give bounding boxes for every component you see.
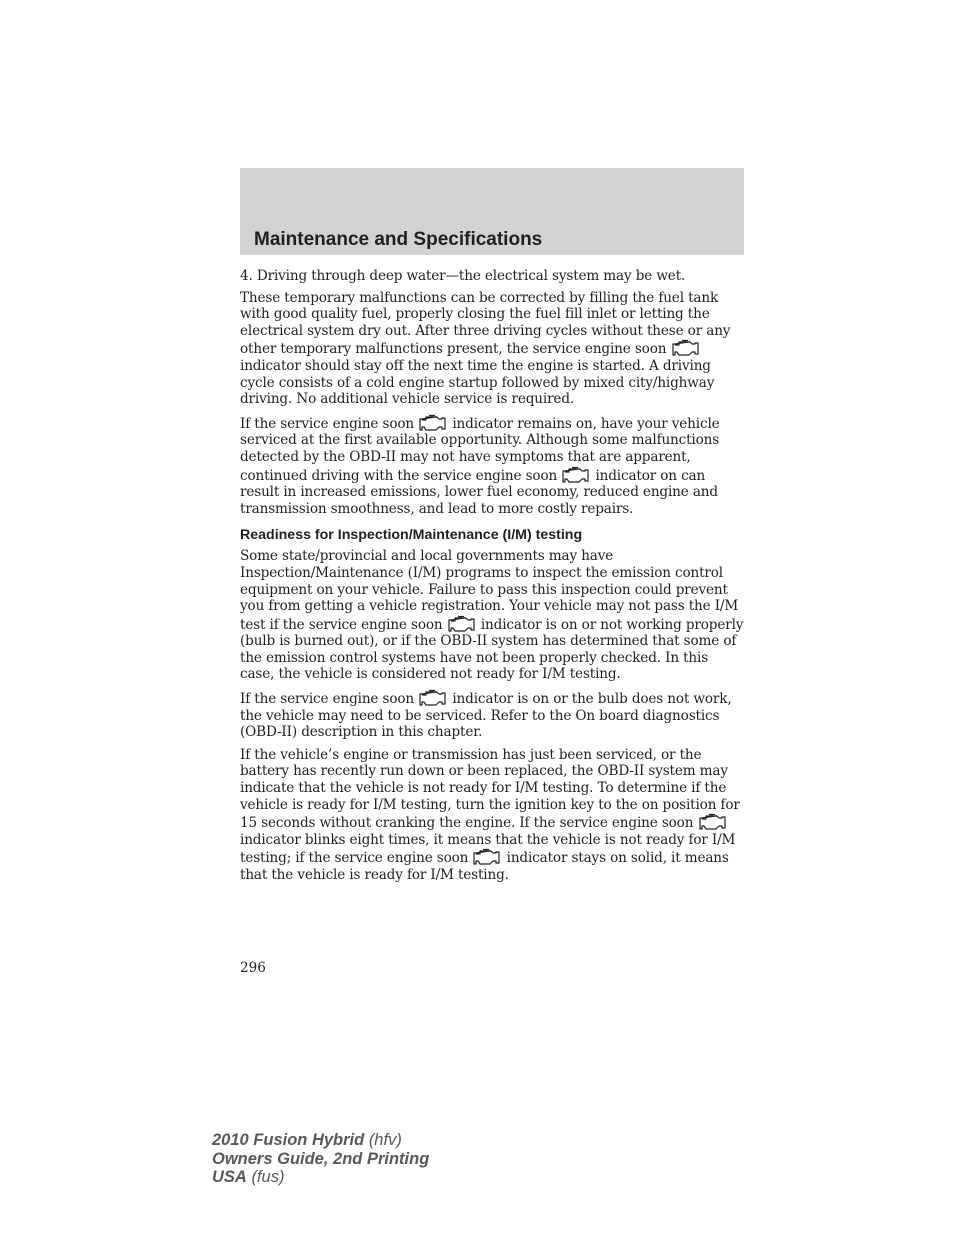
section-title: Maintenance and Specifications xyxy=(254,229,543,250)
paragraph-text: indicator should stay off the next time the engine is started. A driving cycle consists of a cold engine startup followed by mixed city/highway driving. No additional vehicle service is required. xyxy=(240,357,715,408)
paragraph-text: 4. Driving through deep water—the electrical system may be wet. xyxy=(240,268,686,284)
paragraph-text: If the vehicle’s engine or transmission has just been serviced, or the battery has recently run down or been replaced, the OBD-II system may indicate that the vehicle is not ready for I/M testing. To determine if the vehicle is ready for I/M testing, turn the ignition key to the on position for 15 seconds without cranking the engine. If the service engine soon xyxy=(240,746,740,832)
service-engine-soon-icon xyxy=(671,339,701,357)
paragraph-1 xyxy=(240,268,746,285)
paragraph-5 xyxy=(240,689,746,741)
paragraph-text: indicator blinks eight times, it means that the vehicle is not ready for I/M testing; if the service engine soon xyxy=(240,831,736,867)
paragraph-text: indicator is on or the bulb does not work, the vehicle may need to be serviced. Refer to the On board diagnostics (OBD-II) description in this chapter. xyxy=(240,691,732,741)
paragraph-text: If the service engine soon xyxy=(240,415,415,432)
paragraph-text: indicator remains on, have your vehicle serviced at the first available opportunity. Although some malfunctions detected by the OBD-II may not have symptoms that are apparent, continued driving with the service engine soon xyxy=(240,415,720,484)
paragraph-3 xyxy=(240,414,746,518)
service-engine-soon-icon xyxy=(447,615,477,633)
footer-line-2 xyxy=(212,1150,429,1169)
service-engine-soon-icon xyxy=(698,813,728,831)
service-engine-soon-icon xyxy=(418,414,448,432)
footer-market-code: (fus) xyxy=(251,1168,285,1186)
paragraph-text: Some state/provincial and local governments may have Inspection/Maintenance (I/M) programs to inspect the emission control equipment on your vehicle. Failure to pass this inspection could prevent you from getting a vehicle registration. Your vehicle may not pass the I/M test if the service engine soon xyxy=(240,548,739,633)
paragraph-4 xyxy=(240,548,746,683)
footer-printing: Owners Guide, 2nd Printing xyxy=(212,1149,430,1168)
footer-line-1 xyxy=(212,1131,429,1150)
subheading-im-testing: Readiness for Inspection/Maintenance (I/M) testing xyxy=(240,527,583,544)
paragraph-text: indicator on can result in increased emissions, lower fuel economy, reduced engine and transmission smoothness, and lead to more costly repairs. xyxy=(240,467,718,517)
paragraph-6 xyxy=(240,747,746,884)
service-engine-soon-icon xyxy=(418,689,448,707)
section-header-band xyxy=(240,168,744,255)
paragraph-text: These temporary malfunctions can be corrected by filling the fuel tank with good quality fuel, properly closing the fuel fill inlet or letting the electrical system dry out. After three driving cycles without these or any other temporary malfunctions present, the service engine soon xyxy=(240,289,731,358)
paragraph-text: If the service engine soon xyxy=(240,691,415,708)
page-number: 296 xyxy=(240,960,266,976)
paragraph-text: indicator stays on solid, it means that the vehicle is ready for I/M testing. xyxy=(240,850,729,883)
service-engine-soon-icon xyxy=(472,848,502,866)
footer-line-3 xyxy=(212,1168,429,1187)
footer-model: 2010 Fusion Hybrid xyxy=(212,1131,365,1149)
service-engine-soon-icon xyxy=(561,466,591,484)
footer-edition-info xyxy=(212,1131,429,1187)
footer-model-code: (hfv) xyxy=(368,1131,402,1149)
paragraph-2 xyxy=(240,290,746,408)
paragraph-text: indicator is on or not working properly (bulb is burned out), or if the OBD-II system has determined that some of the emission control systems have not been properly checked. In this case, the vehicle is considered not ready for I/M testing. xyxy=(240,616,744,683)
footer-market: USA xyxy=(212,1168,247,1186)
body-text xyxy=(240,268,746,890)
